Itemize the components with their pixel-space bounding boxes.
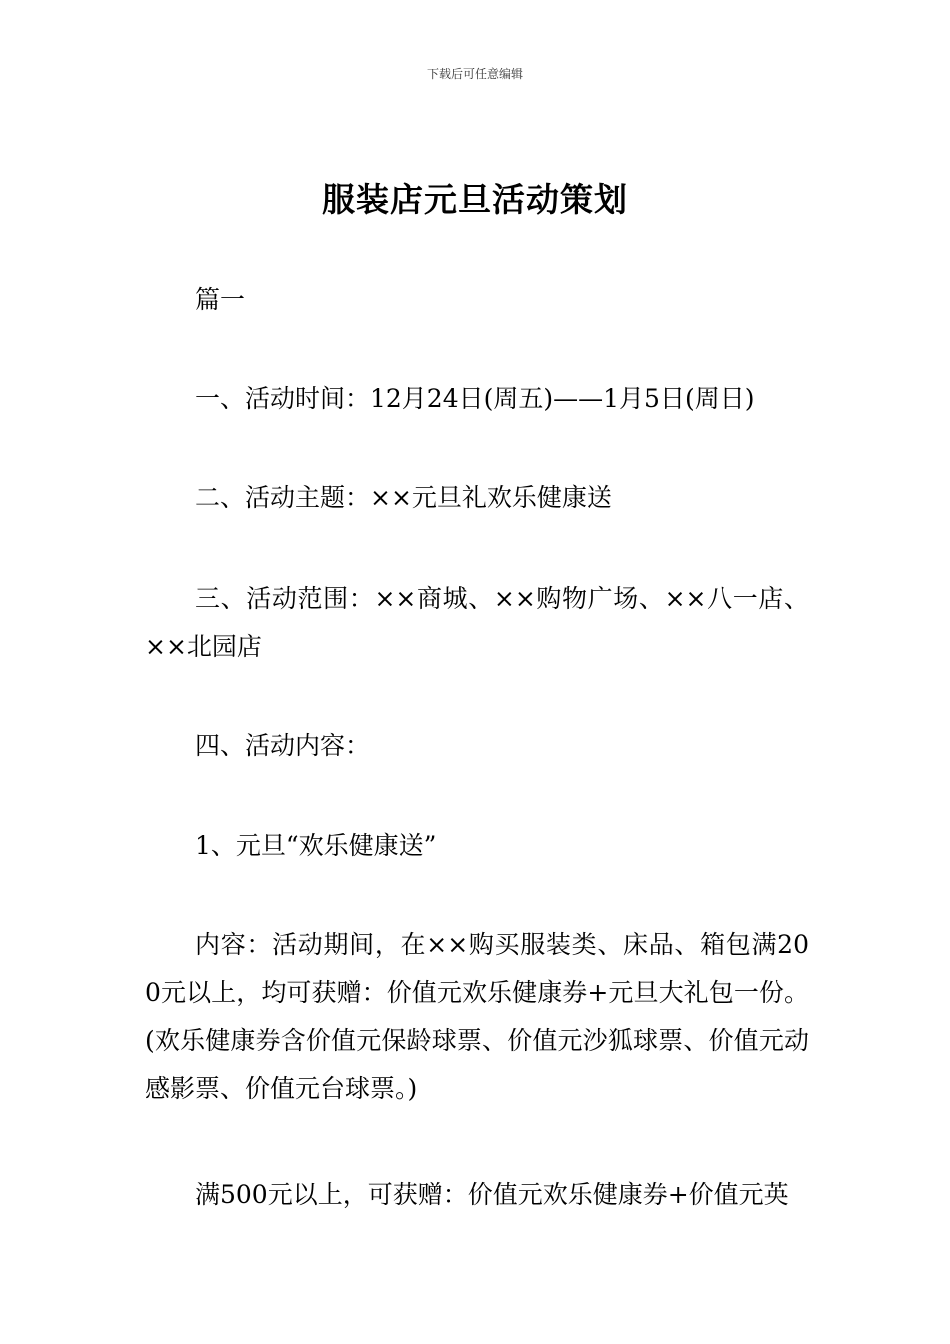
paragraph-item-1-content: 内容：活动期间，在××购买服装类、床品、箱包满200元以上，均可获赠：价值元欢乐健康券+元旦大礼包一份。(欢乐健康券含价值元保龄球票、价值元沙狐球票、价值元动感影票、价值元台球票。) <box>145 930 809 1103</box>
header-note: 下载后可任意编辑 <box>426 67 523 81</box>
paragraph-event-content-heading: 四、活动内容： <box>195 731 371 760</box>
document-title: 服装店元旦活动策划 <box>322 180 628 219</box>
paragraph-item-1-heading: 1、元旦“欢乐健康送” <box>195 831 437 860</box>
paragraph-event-time: 一、活动时间：12月24日(周五)——1月5日(周日) <box>195 384 755 413</box>
paragraph-item-1-tier-500: 满500元以上，可获赠：价值元欢乐健康券+价值元英 <box>195 1180 789 1209</box>
paragraph-event-theme: 二、活动主题：××元旦礼欢乐健康送 <box>195 483 612 512</box>
paragraph-section-label: 篇一 <box>195 285 246 314</box>
paragraph-event-scope: 三、活动范围：××商城、××购物广场、××八一店、××北园店 <box>145 584 809 661</box>
